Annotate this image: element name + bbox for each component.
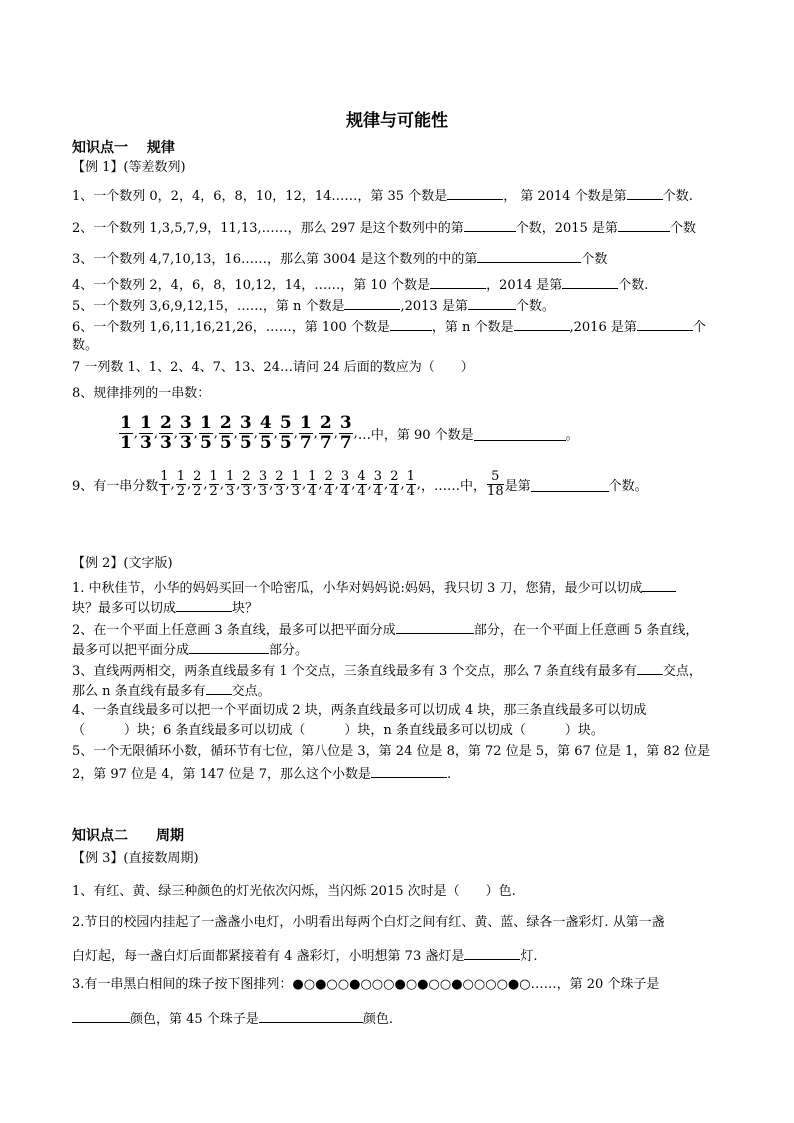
fraction-numerator: 2 [275, 469, 284, 484]
fraction-denominator: 4 [357, 484, 366, 499]
fraction-numerator: 3 [373, 469, 383, 484]
fraction-denominator: 3 [179, 433, 192, 453]
fraction-denominator: 4 [406, 484, 415, 499]
comma-separator: , [269, 477, 274, 492]
fraction-denominator: 3 [139, 433, 152, 453]
answer-blank[interactable] [618, 218, 670, 232]
fraction-denominator: 2 [176, 484, 185, 499]
answer-blank[interactable] [176, 598, 232, 612]
comma-separator: , [253, 426, 258, 441]
section-heading-1: 知识点一 规律 [72, 140, 175, 156]
comma-separator: , [170, 477, 175, 492]
fraction-denominator: 5 [279, 433, 292, 453]
comma-separator: , [236, 477, 241, 492]
fraction-numerator: 1 [176, 469, 185, 484]
fraction-numerator: 2 [324, 469, 333, 484]
fraction-denominator: 3 [275, 484, 284, 499]
fraction-denominator: 5 [239, 433, 252, 453]
answer-blank[interactable] [430, 275, 486, 289]
fraction-numerator: 1 [139, 413, 152, 433]
answer-blank[interactable] [642, 578, 676, 592]
comma-separator: , [367, 477, 372, 492]
question-2-3: 3、直线两两相交，两条直线最多有 1 个交点，三条直线最多有 3 个交点，那么 7 条直线有最多有 交点， [72, 661, 702, 680]
comma-separator: , [186, 477, 192, 492]
fraction [299, 414, 313, 453]
answer-blank[interactable] [627, 186, 663, 200]
comma-separator: , [351, 477, 356, 492]
question-3-2: 2.节日的校园内挂起了一盏盏小电灯，小明看出每两个白灯之间有红、黄、蓝、绿各一盏彩灯. 从第一盏 [72, 915, 665, 930]
example-2-label: 【例 2】(文字版) [72, 556, 173, 571]
fraction-numerator: 5 [279, 413, 292, 433]
answer-blank[interactable] [206, 681, 232, 695]
fraction-denominator: 1 [120, 433, 132, 453]
comma-separator: , [153, 426, 158, 441]
question-1-9: 9、有一串分数 $\frac{1}{1}$ , $\frac{1}{2}$ , $\frac{2}{2}$ , $\frac{1}{2}$ , $\frac{1}{3}$ , $\frac{2}{3}$ , $\frac{3}{3}$ , $\frac{2}{3}$ , $\frac{1}{3}$ , $\frac{1}{4}$ , $\frac{2}{4}$ , $\frac{3}{4}$ , $\frac{4}{4}$ , $\frac{3}{4}$ , $\frac{2}{4}$ , $\frac{1}{4}$ ,，……中， $\frac{5}{18}$ 是第 个数。 [72, 469, 648, 499]
fraction [274, 470, 284, 499]
answer-blank[interactable] [464, 946, 520, 960]
comma-separator: , [252, 477, 257, 492]
fraction-denominator: 3 [225, 484, 235, 499]
question-1-6-cont: 数。 [72, 338, 99, 353]
target-fraction: $\frac{5}{18}$ [487, 469, 504, 499]
comma-separator: , [173, 426, 178, 441]
question-3-3: 3.有一串黑白相间的珠子按下图排列：●○●○○●○○○●○●○○●○○○○●○……，第 20 个珠子是 [72, 977, 660, 992]
question-2-1: 1. 中秋佳节，小华的妈妈买回一个哈密瓜，小华对妈妈说:妈妈，我只切 3 刀，您猜，最少可以切成 [72, 578, 676, 597]
answer-blank[interactable] [637, 317, 693, 331]
fraction [258, 470, 268, 499]
fraction [339, 414, 353, 453]
fraction [319, 414, 333, 453]
fraction-numerator: 3 [339, 413, 352, 433]
fraction [356, 470, 366, 499]
fraction [340, 470, 350, 499]
question-2-2-cont: 最多可以把平面分成 部分。 [72, 640, 308, 659]
fraction-numerator: 1 [406, 469, 415, 484]
question-2-5-cont: 2，第 97 位是 4，第 147 位是 7，那么这个小数是 . [72, 764, 451, 783]
comma-separator: , [318, 477, 323, 492]
question-2-4-cont: （ ）块；6 条直线最多可以切成（ ）块，n 条直线最多可以切成（ ）块。 [72, 723, 604, 738]
question-1-1: 1、一个数列 0，2，4，6，8，10，12，14……，第 35 个数是 ， 第 2014 个数是第 个数. [72, 186, 693, 205]
answer-blank[interactable] [390, 317, 432, 331]
comma-separator: , [293, 426, 298, 441]
example-3-label: 【例 3】(直接数周期) [72, 851, 199, 866]
question-3-2-cont: 白灯起，每一盏白灯后面都紧接着有 4 盏彩灯，小明想第 73 盏灯是 灯. [72, 946, 537, 965]
comma-separator: , [213, 426, 218, 441]
question-2-2: 2、在一个平面上任意画 3 条直线，最多可以把平面分成 部分，在一个平面上任意画 5 条直线， [72, 620, 698, 639]
fraction-numerator: 3 [340, 469, 350, 484]
comma-separator: , [285, 477, 290, 492]
answer-blank[interactable] [447, 186, 503, 200]
fraction [176, 470, 186, 499]
example-1-label: 【例 1】(等差数列) [72, 160, 186, 175]
answer-blank[interactable] [464, 218, 516, 232]
fraction [159, 414, 173, 453]
comma-separator: , [353, 426, 358, 441]
fraction-sequence-9 [158, 469, 422, 499]
answer-blank[interactable] [474, 427, 566, 441]
fraction-denominator: 2 [209, 484, 218, 499]
question-1-3: 3、一个数列 4,7,10,13，16……，那么第 3004 是这个数列的中的第 个数 [72, 249, 607, 268]
fraction-numerator: 3 [179, 413, 192, 433]
fraction [406, 470, 416, 499]
fraction [373, 470, 383, 499]
fraction [241, 470, 251, 499]
fraction-numerator: 1 [291, 469, 300, 484]
fraction-numerator: 1 [199, 413, 212, 433]
answer-blank[interactable] [72, 1009, 130, 1023]
fraction-numerator: 2 [390, 469, 399, 484]
fraction-numerator: 2 [159, 413, 172, 433]
question-1-6: 6、一个数列 1,6,11,16,21,26，……，第 100 个数是 ，第 n 个数是 ,2016 是第 个 [72, 317, 706, 336]
fraction [259, 414, 273, 453]
fraction-numerator: 1 [209, 469, 218, 484]
fraction-numerator: 3 [239, 413, 252, 433]
fraction [119, 414, 133, 453]
fraction-denominator: 3 [242, 484, 251, 499]
fraction-denominator: 7 [299, 433, 312, 453]
comma-separator: , [203, 477, 208, 492]
fraction [389, 470, 399, 499]
answer-blank[interactable] [637, 661, 663, 675]
comma-separator: , [193, 426, 198, 441]
fraction-denominator: 5 [199, 433, 212, 453]
fraction [159, 470, 169, 499]
question-1-2: 2、一个数列 1,3,5,7,9，11,13,……，那么 297 是这个数列中的第 个数，2015 是第 个数 [72, 218, 696, 237]
comma-separator: , [334, 477, 339, 492]
fraction-numerator: 1 [160, 469, 169, 484]
fraction-numerator: 1 [308, 469, 317, 484]
fraction-numerator: 3 [258, 469, 268, 484]
fraction-numerator: 2 [193, 469, 202, 484]
question-1-7: 7 一列数 1、1、2、4、7、13、24…请问 24 后面的数应为（ ） [72, 360, 474, 375]
answer-blank[interactable] [468, 296, 516, 310]
comma-separator: , [273, 426, 278, 441]
fraction [324, 470, 334, 499]
fraction-denominator: 4 [340, 484, 350, 499]
question-1-5: 5、一个数列 3,6,9,12,15，……，第 n 个数是 ,2013 是第 个数。 [72, 296, 555, 315]
fraction [139, 414, 153, 453]
fraction [291, 470, 301, 499]
answer-blank[interactable] [189, 640, 269, 654]
fraction-denominator: 5 [219, 433, 232, 453]
fraction-denominator: 4 [390, 484, 399, 499]
fraction-denominator: 5 [259, 433, 272, 453]
fraction [209, 470, 219, 499]
fraction-denominator: 7 [339, 433, 352, 453]
fraction-numerator: 4 [357, 469, 366, 484]
fraction-denominator: 4 [373, 484, 383, 499]
question-2-4: 4、一条直线最多可以把一个平面切成 2 块，两条直线最多可以切成 4 块，那三条直线最多可以切成 [72, 703, 647, 718]
comma-separator: , [133, 426, 138, 441]
fraction-denominator: 4 [324, 484, 333, 499]
answer-blank[interactable] [371, 764, 447, 778]
fraction-denominator: 3 [291, 484, 300, 499]
fraction [225, 470, 235, 499]
comma-separator: , [384, 477, 389, 492]
answer-blank[interactable] [514, 317, 570, 331]
answer-blank[interactable] [344, 296, 400, 310]
fraction-denominator: 3 [258, 484, 268, 499]
page-title: 规律与可能性 [346, 111, 448, 131]
fraction-denominator: 3 [159, 433, 172, 453]
question-2-1-cont: 块？最多可以切成 块？ [72, 598, 258, 617]
fraction-numerator: 1 [299, 413, 312, 433]
comma-separator: , [333, 426, 338, 441]
fraction [179, 414, 193, 453]
answer-blank[interactable] [396, 620, 474, 634]
answer-blank[interactable] [259, 1009, 363, 1023]
comma-separator: , [301, 477, 307, 492]
question-1-8-sequence: $\frac{1}{1}$ , $\frac{1}{3}$ , $\frac{2}{3}$ , $\frac{3}{3}$ , $\frac{1}{5}$ , $\frac{2}{5}$ , $\frac{3}{5}$ , $\frac{4}{5}$ , $\frac{5}{5}$ , $\frac{1}{7}$ , $\frac{2}{7}$ , $\frac{3}{7}$ ,…中，第 90 个数是 。 [120, 413, 579, 453]
comma-separator: , [400, 477, 405, 492]
fraction-denominator: 4 [308, 484, 317, 499]
question-1-8: 8、规律排列的一串数： [72, 386, 211, 401]
fraction-denominator: 7 [319, 433, 332, 453]
fraction-numerator: 2 [242, 469, 251, 484]
fraction [199, 414, 213, 453]
comma-separator: , [233, 426, 238, 441]
answer-blank[interactable] [562, 275, 618, 289]
fraction [239, 414, 253, 453]
fraction-denominator: 2 [193, 484, 202, 499]
answer-blank[interactable] [531, 478, 609, 492]
question-2-3-cont: 那么 n 条直线有最多有 交点。 [72, 681, 271, 700]
comma-separator: , [416, 477, 422, 492]
answer-blank[interactable] [477, 249, 581, 263]
fraction [192, 470, 202, 499]
comma-separator: , [219, 477, 224, 492]
fraction-denominator: 1 [160, 484, 169, 499]
fraction-numerator: 2 [319, 413, 332, 433]
fraction-numerator: 2 [219, 413, 232, 433]
fraction [219, 414, 233, 453]
fraction-numerator: 1 [225, 469, 235, 484]
question-3-1: 1、有红、黄、绿三种颜色的灯光依次闪烁，当闪烁 2015 次时是（ ）色. [72, 884, 516, 899]
fraction [307, 470, 317, 499]
question-2-5: 5、一个无限循环小数，循环节有七位，第八位是 3，第 24 位是 8，第 72 位是 5，第 67 位是 1，第 82 位是 [72, 744, 711, 759]
question-1-4: 4、一个数列 2，4，6，8，10,12，14，……，第 10 个数是 ，2014 是第 个数. [72, 275, 648, 294]
section-heading-2: 知识点二 周期 [72, 828, 184, 844]
question-3-3-cont: 颜色，第 45 个珠子是 颜色. [72, 1009, 393, 1028]
fraction-numerator: 4 [259, 413, 272, 433]
comma-separator: , [313, 426, 318, 441]
fraction [279, 414, 293, 453]
fraction-numerator: 1 [120, 413, 132, 433]
